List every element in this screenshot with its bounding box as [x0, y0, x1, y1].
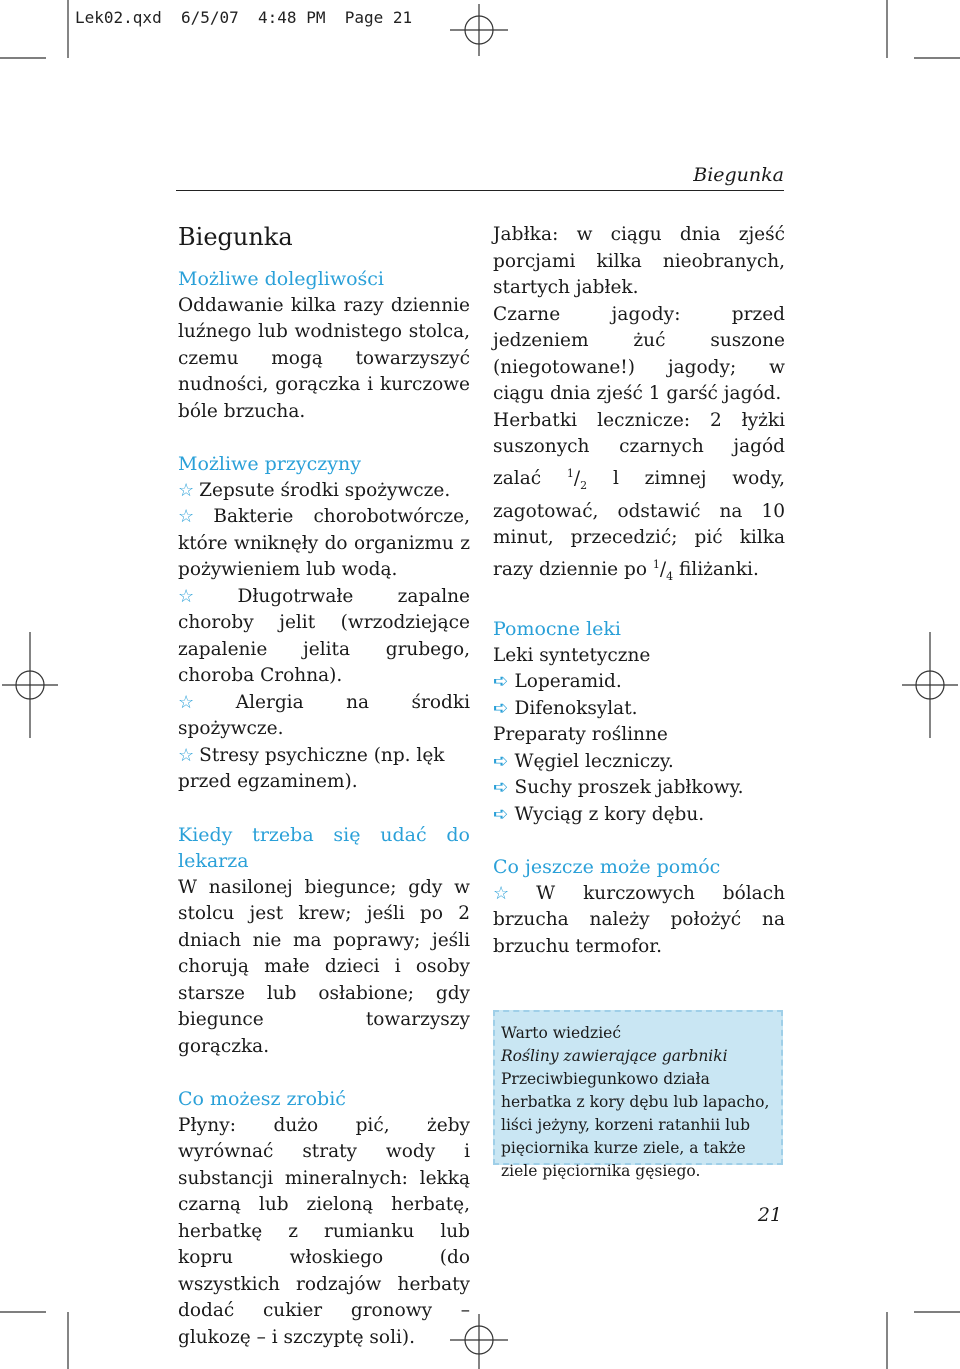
- synthetic-heading: Leki syntetyczne: [493, 644, 651, 666]
- cause-item: ☆ Alergia na środki spożywcze.: [178, 691, 471, 739]
- cause-item: ☆ Bakterie chorobotwórcze, które wniknęły do organizmu z pożywieniem lub wodą.: [178, 506, 471, 580]
- arrow-icon: ➪: [493, 803, 509, 825]
- info-box-text: Przeciwbiegunkowo działa herbatka z kory dębu lub lapacho, liści jeżyny, korzeni ratanhii lub pięciornika kurze ziele, a także ziele pięciornika gęsiego.: [501, 1070, 770, 1180]
- header-rule: [176, 190, 784, 191]
- fluids-text: Płyny: dużo pić, żeby wyrównać straty wody i substancji mineralnych: lekką czarną lub zieloną herbatę, herbatkę z rumianku lub kopru włoskiego (do wszystkich rodzajów herbaty dodać cukier gronowy – glukozę – i szczyptę soli).: [178, 1114, 470, 1348]
- arrow-icon: ➪: [493, 697, 509, 719]
- running-head: Biegunka: [693, 164, 784, 186]
- med-item: ➪ Difenoksylat.: [493, 697, 638, 719]
- star-icon: ☆: [178, 691, 231, 713]
- symptoms-text: Oddawanie kilka razy dziennie luźnego lub wodnistego stolca, czemu mogą towarzyszyć nudności, gorączka i kurczowe bóle brzucha.: [178, 294, 470, 422]
- berries-text: Czarne jagody: przed jedzeniem żuć suszone (niegotowane!) jagody; w ciągu dnia zjeść 1 garść jagód.: [493, 303, 785, 404]
- tea-text: Herbatki lecznicze: 2 łyżki suszonych czarnych jagód zalać $^1/_2$ l zimnej wody, zagotować, odstawić na 10 minut, przecedzić; pić kilka razy dziennie po $^1/_4$ filiżanki.: [493, 409, 785, 583]
- berries-label: Czarne jagody:: [493, 303, 681, 325]
- todo-heading: Co możesz zrobić: [178, 1088, 346, 1110]
- arrow-icon: ➪: [493, 777, 509, 799]
- med-item: ➪ Suchy proszek jabłkowy.: [493, 777, 744, 799]
- star-icon: ☆: [178, 479, 195, 501]
- arrow-icon: ➪: [493, 750, 509, 772]
- herbal-heading: Preparaty roślinne: [493, 724, 668, 746]
- doctor-text: W nasilonej biegunce; gdy w stolcu jest krew; jeśli po 2 dniach nie ma poprawy; jeśli chorują małe dzieci i osoby starsze lub osłabione; gdy biegunce towarzyszy gorączka.: [178, 876, 470, 1057]
- info-box-title: Warto wiedzieć: [501, 1024, 622, 1042]
- causes-heading: Możliwe przyczyny: [178, 453, 361, 475]
- cause-item: ☆ Zepsute środki spożywcze.: [178, 479, 451, 501]
- tea-label: Herbatki lecznicze:: [493, 409, 691, 431]
- star-icon: ☆: [493, 882, 532, 904]
- info-box-subtitle: Rośliny zawierające garbniki: [501, 1047, 728, 1065]
- doctor-heading: Kiedy trzeba się udać do lekarza: [178, 823, 470, 872]
- cause-item: ☆ Długotrwałe zapalne choroby jelit (wrzodziejące zapalenie jelita grubego, choroba Crohna).: [178, 585, 471, 686]
- apples-label: Jabłka:: [493, 224, 559, 245]
- med-item: ➪ Węgiel leczniczy.: [493, 750, 674, 772]
- info-box: [493, 1010, 783, 1180]
- star-icon: ☆: [178, 744, 195, 766]
- apples-text: Jabłka: w ciągu dnia zjeść porcjami kilka nieobranych, startych jabłek.: [493, 224, 785, 298]
- page-number: 21: [757, 1204, 782, 1226]
- meds-heading: Pomocne leki: [493, 618, 621, 641]
- print-slug: Lek02.qxd 6/5/07 4:48 PM Page 21: [75, 8, 413, 27]
- more-text: ☆ W kurczowych bólach brzucha należy położyć na brzuchu termofor.: [493, 882, 785, 957]
- more-heading: Co jeszcze może pomóc: [493, 856, 721, 879]
- med-item: ➪ Wyciąg z kory dębu.: [493, 803, 705, 825]
- fluids-label: Płyny:: [178, 1114, 237, 1136]
- right-column: [493, 222, 785, 960]
- star-icon: ☆: [178, 585, 233, 607]
- page-title: Biegunka: [178, 223, 293, 251]
- arrow-icon: ➪: [493, 671, 509, 693]
- star-icon: ☆: [178, 506, 209, 527]
- symptoms-heading: Możliwe dolegliwości: [178, 268, 385, 290]
- left-column: [178, 222, 470, 1351]
- cause-item: ☆ Stresy psychiczne (np. lęk przed egzaminem).: [178, 744, 445, 792]
- med-item: ➪ Loperamid.: [493, 671, 622, 693]
